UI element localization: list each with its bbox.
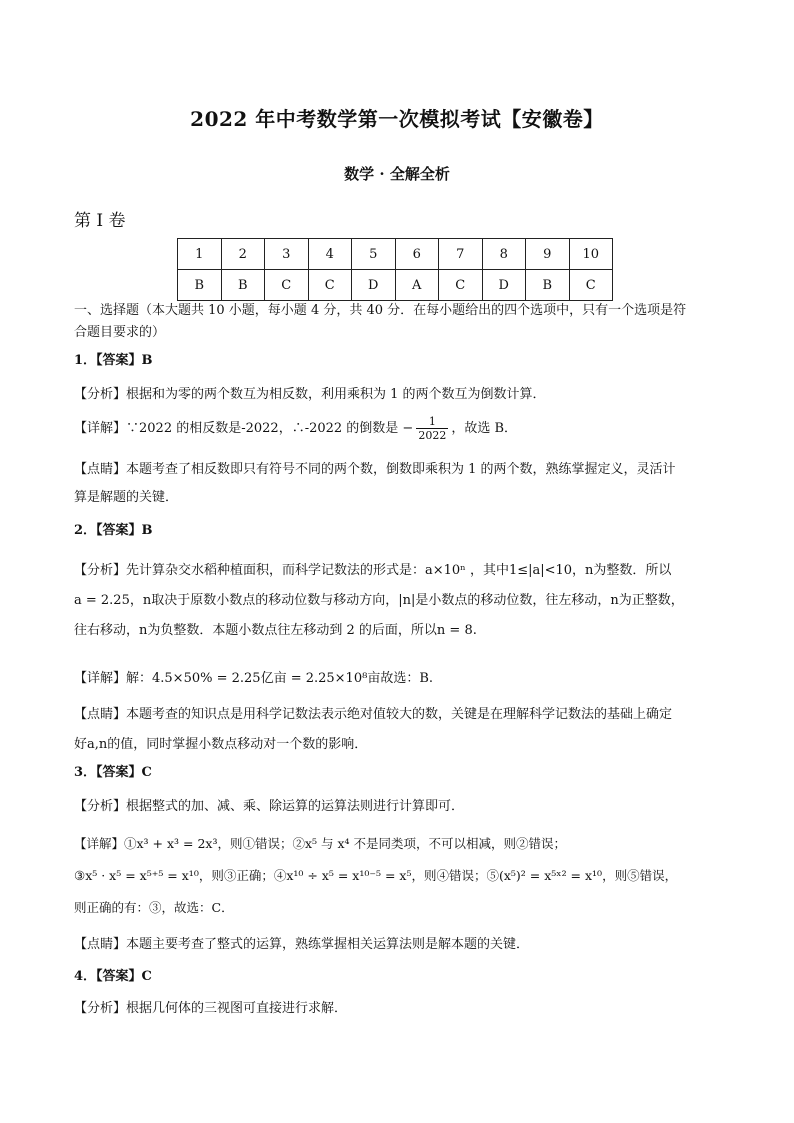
- answer-table-number-row: [178, 239, 613, 270]
- q2-analysis: [74, 556, 724, 646]
- table-cell: A: [395, 270, 439, 301]
- answer-table-answer-row: [178, 270, 613, 301]
- q2-analysis-line-3: 往右移动，n为负整数．本题小数点往左移动到 2 的后面，所以n = 8.: [74, 623, 477, 638]
- fraction-denominator: 2022: [418, 429, 447, 442]
- table-cell: 1: [178, 239, 222, 270]
- table-cell: D: [482, 270, 526, 301]
- q1-detail-post: ，故选 B．: [451, 421, 518, 436]
- q2-answer: 2．【答案】B: [74, 523, 153, 538]
- q3-comment: 【点睛】本题主要考查了整式的运算，熟练掌握相关运算法则是解本题的关键．: [74, 937, 530, 952]
- q4-analysis: 【分析】根据几何体的三视图可直接进行求解．: [74, 1001, 348, 1016]
- page-title: 2022 年中考数学第一次模拟考试【安徽卷】: [190, 107, 604, 131]
- q1-comment: [74, 456, 724, 512]
- table-cell: 6: [395, 239, 439, 270]
- table-cell: 8: [482, 239, 526, 270]
- section-heading-line-2: 合题目要求的）: [74, 325, 166, 340]
- q2-detail: 【详解】解：4.5×50% = 2.25亿亩 = 2.25×10⁸亩故选：B.: [74, 671, 433, 686]
- table-cell: B: [526, 270, 570, 301]
- q1-answer: 1．【答案】B: [74, 353, 153, 368]
- table-cell: C: [265, 270, 309, 301]
- table-cell: C: [308, 270, 352, 301]
- table-cell: 7: [439, 239, 483, 270]
- q3-answer: 3．【答案】C: [74, 765, 152, 780]
- table-cell: B: [178, 270, 222, 301]
- table-cell: D: [352, 270, 396, 301]
- q2-comment-line-1: 【点睛】本题考查的知识点是用科学记数法表示绝对值较大的数，关键是在理解科学记数法的基础上确定: [74, 707, 673, 722]
- table-cell: 9: [526, 239, 570, 270]
- q4-answer: 4．【答案】C: [74, 969, 152, 984]
- page-subtitle: 数学 · 全解全析: [344, 165, 450, 183]
- q3-detail: [74, 828, 724, 924]
- volume-label: 第 I 卷: [74, 211, 126, 231]
- q1-comment-line-2: 算是解题的关键．: [74, 490, 179, 505]
- q3-detail-line-2: ③x⁵ · x⁵ = x⁵⁺⁵ = x¹⁰，则③正确；④x¹⁰ ÷ x⁵ = x¹⁰⁻⁵ = x⁵，则④错误；⑤(x⁵)² = x⁵ˣ² = x¹⁰，则⑤错误，: [74, 868, 678, 883]
- q2-analysis-line-1: 【分析】先计算杂交水稻种植面积，而科学记数法的形式是：a×10ⁿ ，其中1≤|a|<10，n为整数．所以: [74, 563, 672, 578]
- q2-comment: [74, 700, 724, 760]
- q1-detail-pre: 【详解】∵2022 的相反数是-2022，∴-2022 的倒数是 −: [74, 421, 414, 436]
- q2-analysis-line-2: a = 2.25，n取决于原数小数点的移动位数与移动方向，|n|是小数点的移动位数，往左移动，n为正整数，: [74, 593, 684, 608]
- table-cell: B: [221, 270, 265, 301]
- answer-table: [177, 238, 613, 301]
- q1-detail: [74, 414, 724, 444]
- q3-detail-line-1: 【详解】①x³ + x³ = 2x³，则①错误；②x⁵ 与 x⁴ 不是同类项，不可以相减，则②错误；: [74, 836, 567, 851]
- section-heading-line-1: 一、选择题（本大题共 10 小题，每小题 4 分，共 40 分．在每小题给出的四个选项中，只有一个选项是符: [74, 303, 687, 318]
- q2-comment-line-2: 好a,n的值，同时掌握小数点移动对一个数的影响．: [74, 737, 368, 752]
- table-cell: 10: [569, 239, 613, 270]
- table-cell: 2: [221, 239, 265, 270]
- table-cell: C: [439, 270, 483, 301]
- fraction-numerator: 1: [416, 415, 448, 429]
- q3-detail-line-3: 则正确的有：③，故选：C．: [74, 900, 234, 915]
- table-cell: 5: [352, 239, 396, 270]
- q1-comment-line-1: 【点睛】本题考查了相反数即只有符号不同的两个数，倒数即乘积为 1 的两个数，熟练掌握定义，灵活计: [74, 462, 676, 477]
- table-cell: C: [569, 270, 613, 301]
- q1-fraction: [416, 415, 448, 442]
- q1-analysis: 【分析】根据和为零的两个数互为相反数，利用乘积为 1 的两个数互为倒数计算．: [74, 387, 546, 402]
- table-cell: 4: [308, 239, 352, 270]
- q3-analysis: 【分析】根据整式的加、减、乘、除运算的运算法则进行计算即可．: [74, 799, 465, 814]
- table-cell: 3: [265, 239, 309, 270]
- section-heading: [74, 300, 724, 344]
